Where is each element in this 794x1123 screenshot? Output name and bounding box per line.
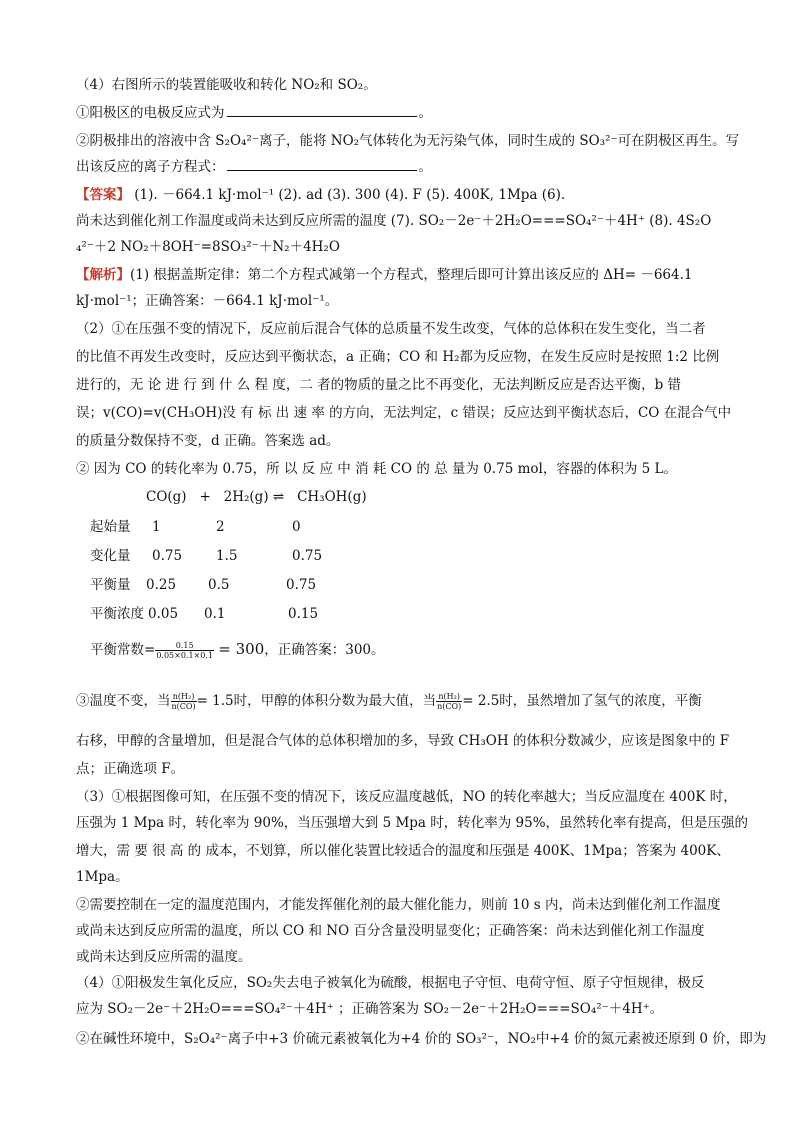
ratio-text-a: ③温度不变，当 (76, 693, 171, 709)
equilibrium-constant-line (90, 638, 750, 660)
ice-cell: 0.75 (152, 548, 183, 564)
paragraph-line: 点；正确选项 F。 (76, 761, 185, 777)
kc-answer: ，正确答案：300。 (264, 642, 385, 658)
ice-cell: 0.05 (148, 606, 179, 622)
paragraph-line: 进行的，无 论 进 行 到 什 么 程 度，二 者的物质的量之比不再变化，无法判断反应是否达平衡，b 错 (76, 377, 682, 393)
paragraph-line: ②在碱性环境中，S₂O₄²⁻离子中+3 价硫元素被氧化为+4 价的 SO₃²⁻，NO₂中+4 价的氮元素被还原到 0 价，即为 (76, 1031, 767, 1047)
paragraph-line: （4）①阳极发生氧化反应，SO₂失去电子被氧化为硫酸，根据电子守恒、电荷守恒、原子守恒规律，极反 (76, 975, 705, 991)
paragraph-line: 或尚未达到反应所需的温度。 (76, 949, 252, 965)
ice-row-label: 变化量 (90, 548, 131, 564)
ice-cell: 0.1 (204, 606, 226, 622)
equilibrium-arrow: ⇌ (272, 489, 285, 505)
q4-item2-text: 出该反应的离子方程式： (76, 159, 225, 175)
answer-blank-1[interactable] (227, 102, 417, 117)
paragraph-line: （2）①在压强不变的情况下，反应前后混合气体的总质量不发生改变，气体的总体积在发生变化，当二者 (76, 321, 706, 337)
ice-row-label: 平衡浓度 (90, 606, 144, 622)
q4-item2-end: 。 (418, 159, 432, 175)
q4-item1 (76, 102, 736, 124)
reactant-h2: 2H₂(g) (223, 489, 269, 505)
answer-line-2: 尚未达到催化剂工作温度或尚未达到反应所需的温度 (7). SO₂－2e⁻＋2H₂O===SO₄²⁻＋4H⁺ (8). 4S₂O (76, 213, 712, 229)
ice-cell: 0 (292, 519, 301, 535)
paragraph-line: 右移，甲醇的含量增加，但是混合气体的总体积增加的多，导致 CH₃OH 的体积分数减少，应该是图象中的 F (76, 733, 730, 749)
reactant-co: CO(g) (146, 489, 187, 505)
q4-intro: （4）右图所示的装置能吸收和转化 NO₂和 SO₂。 (76, 77, 377, 93)
ratio-denominator: n(CO) (171, 702, 196, 711)
paragraph-line: 或尚未达到反应所需的温度，所以 CO 和 NO 百分含量没明显变化；正确答案：尚未达到催化剂工作温度 (76, 923, 705, 939)
answer-text-1: (1). －664.1 kJ·mol⁻¹ (2). ad (3). 300 (4). F (5). 400K, 1Mpa (6). (130, 187, 566, 203)
q4-item1-end: 。 (418, 105, 432, 121)
paragraph-line: 的比值不再发生改变时，反应达到平衡状态，a 正确；CO 和 H₂都为反应物，在发生反应时是按照 1:2 比例 (76, 349, 720, 365)
kc-label: 平衡常数= (90, 642, 156, 658)
paragraph-line: ② 因为 CO 的转化率为 0.75，所 以 反 应 中 消 耗 CO 的 总 量为 0.75 mol，容器的体积为 5 L。 (76, 461, 677, 477)
paragraph-line: 1Mpa。 (76, 869, 129, 885)
paragraph-line: 应为 SO₂－2e⁻＋2H₂O===SO₄²⁻＋4H⁺ ；正确答案为 SO₂－2e⁻＋2H₂O===SO₄²⁻＋4H⁺。 (76, 1001, 664, 1017)
paragraph-line: 增大，需 要 很 高 的 成本，不划算，所以催化装置比较适合的温度和压强是 400K、1Mpa；答案为 400K、 (76, 843, 730, 859)
ratio-denominator: n(CO) (437, 702, 462, 711)
ice-cell: 0.5 (208, 577, 230, 593)
ice-cell: 2 (216, 519, 225, 535)
answer-line-3: ₄²⁻＋2 NO₂＋8OH⁻=8SO₃²⁻＋N₂＋4H₂O (76, 239, 340, 255)
ratio-fraction-1 (171, 692, 197, 711)
paragraph-line: 误；v(CO)=v(CH₃OH)没 有 标 出 速 率 的方向，无法判定，c 错误；反应达到平衡状态后，CO 在混合气中 (76, 405, 732, 421)
q4-item2-line2 (76, 156, 736, 178)
ratio-numerator: n(H₂) (436, 692, 462, 702)
analysis-label: 【解析】 (76, 267, 130, 283)
ice-cell: 1 (152, 519, 161, 535)
ice-cell: 1.5 (216, 548, 238, 564)
analysis-line-2: kJ·mol⁻¹；正确答案：－664.1 kJ·mol⁻¹。 (76, 293, 339, 309)
q4-item1-text: ①阳极区的电极反应式为 (76, 105, 225, 121)
ice-row-label: 平衡量 (90, 577, 131, 593)
ratio-text-b: = 1.5时，甲醇的体积分数为最大值，当 (196, 693, 437, 709)
product-ch3oh: CH₃OH(g) (297, 489, 367, 505)
ice-cell: 0.25 (146, 577, 177, 593)
analysis-line-1 (76, 264, 736, 286)
paragraph-line: 的质量分数保持不变，d 正确。答案选 ad。 (76, 433, 340, 449)
kc-fraction (155, 641, 214, 660)
kc-denominator: 0.05×0.1×0.1 (156, 651, 213, 660)
answer-line-1 (76, 184, 736, 206)
paragraph-line: 压强为 1 Mpa 时，转化率为 90%，当压强增大到 5 Mpa 时，转化率为 95%，虽然转化率有提高，但是压强的 (76, 815, 749, 831)
paragraph-line (76, 690, 736, 712)
ice-cell: 0.75 (286, 577, 317, 593)
ratio-fraction-2 (436, 692, 462, 711)
paragraph-line: ②需要控制在一定的温度范围内，才能发挥催化剂的最大催化能力，则前 10 s 内，尚未达到催化剂工作温度 (76, 897, 721, 913)
analysis-text-1: (1) 根据盖斯定律：第二个方程式减第一个方程式，整理后即可计算出该反应的 ΔH= －664.1 (130, 267, 693, 283)
answer-blank-2[interactable] (227, 156, 417, 171)
kc-value: = 300 (218, 640, 265, 658)
ice-cell: 0.75 (292, 548, 323, 564)
ratio-numerator: n(H₂) (171, 692, 197, 702)
ice-cell: 0.15 (288, 606, 319, 622)
ice-row-label: 起始量 (90, 519, 131, 535)
ratio-text-c: = 2.5时，虽然增加了氢气的浓度，平衡 (462, 693, 702, 709)
plus-sign: + (199, 489, 211, 505)
answer-label: 【答案】 (76, 187, 130, 203)
reaction-equation (146, 486, 367, 508)
paragraph-line: （3）①根据图像可知，在压强不变的情况下，该反应温度越低，NO 的转化率越大；当反应温度在 400K 时， (76, 789, 737, 805)
q4-item2-line1: ②阴极排出的溶液中含 S₂O₄²⁻离子，能将 NO₂气体转化为无污染气体，同时生成的 SO₃²⁻可在阴极区再生。写 (76, 133, 740, 149)
kc-numerator: 0.15 (155, 641, 214, 651)
